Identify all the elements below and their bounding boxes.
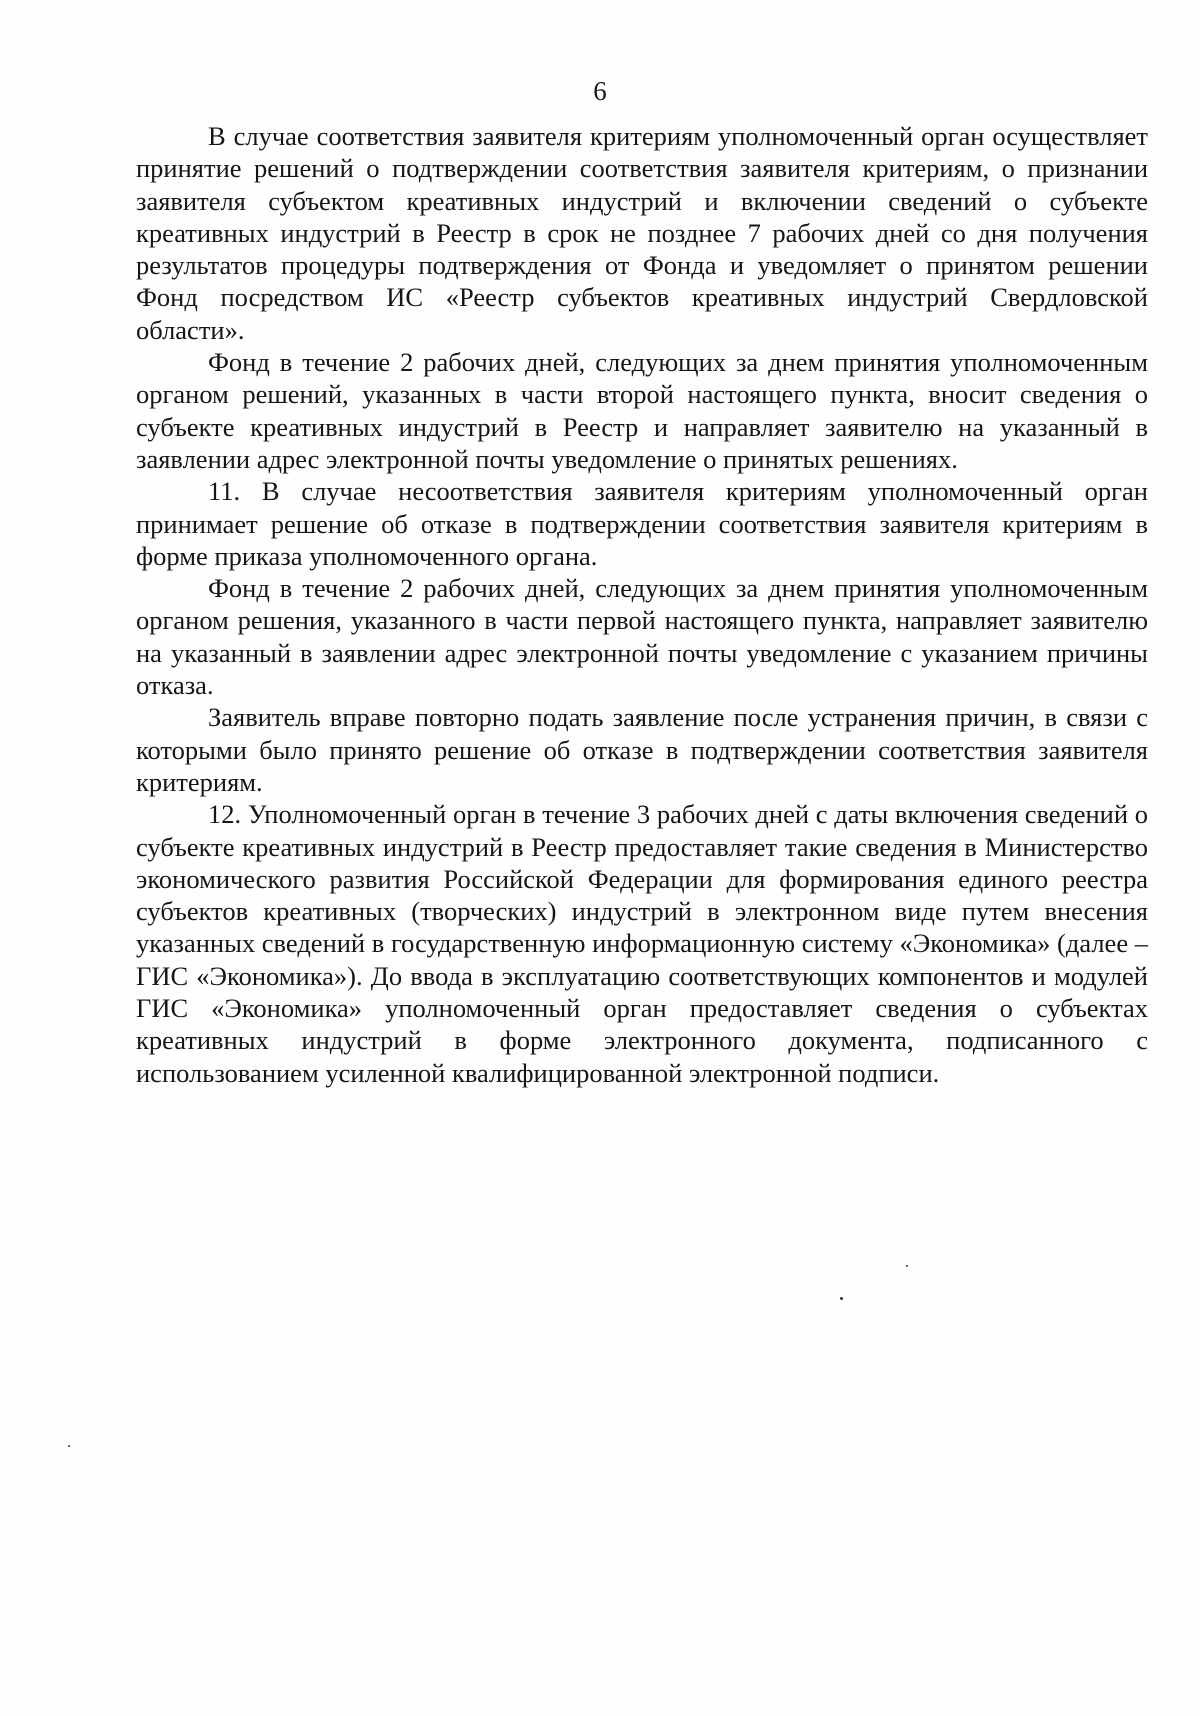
paragraph: Заявитель вправе повторно подать заявление после устранения причин, в связи с которыми было принято решение об отказе в подтверждении соответствия заявителя критериям. (136, 702, 1148, 797)
paragraph: В случае соответствия заявителя критериям уполномоченный орган осуществляет принятие решений о подтверждении соответствия заявителя критериям, о признании заявителя субъектом креативных индустрий и включении сведений о субъекте креативных индустрий в Реестр в срок не позднее 7 рабочих дней со дня получения результатов процедуры подтверждения от Фонда и уведомляет о принятом решении Фонд посредством ИС «Реестр субъектов креативных индустрий Свердловской области». (136, 121, 1148, 345)
paragraph: 11. В случае несоответствия заявителя критериям уполномоченный орган принимает решение об отказе в подтверждении соответствия заявителя критериям в форме приказа уполномоченного органа. (136, 476, 1148, 571)
paragraph: Фонд в течение 2 рабочих дней, следующих за днем принятия уполномоченным органом решения, указанного в части первой настоящего пункта, направляет заявителю на указанный в заявлении адрес электронной почты уведомление с указанием причины отказа. (136, 573, 1148, 701)
scan-speck (906, 1265, 908, 1267)
paragraph: 12. Уполномоченный орган в течение 3 рабочих дней с даты включения сведений о субъекте креативных индустрий в Реестр предоставляет такие сведения в Министерство экономического развития Российской Федерации для формирования единого реестра субъектов креативных (творческих) индустрий в электронном виде путем внесения указанных сведений в государственную информационную систему «Экономика» (далее – ГИС «Экономика»). До ввода в эксплуатацию соответствующих компонентов и модулей ГИС «Экономика» уполномоченный орган предоставляет сведения о субъектах креативных индустрий в форме электронного документа, подписанного с использованием усиленной квалифицированной электронной подписи. (136, 799, 1148, 1088)
scan-speck (68, 1445, 70, 1447)
paragraph: Фонд в течение 2 рабочих дней, следующих за днем принятия уполномоченным органом решений, указанных в части второй настоящего пункта, вносит сведения о субъекте креативных индустрий в Реестр и направляет заявителю на указанный в заявлении адрес электронной почты уведомление о принятых решениях. (136, 347, 1148, 474)
scan-speck (840, 1297, 843, 1300)
document-body (136, 120, 1148, 1089)
page-number: 6 (593, 76, 607, 106)
